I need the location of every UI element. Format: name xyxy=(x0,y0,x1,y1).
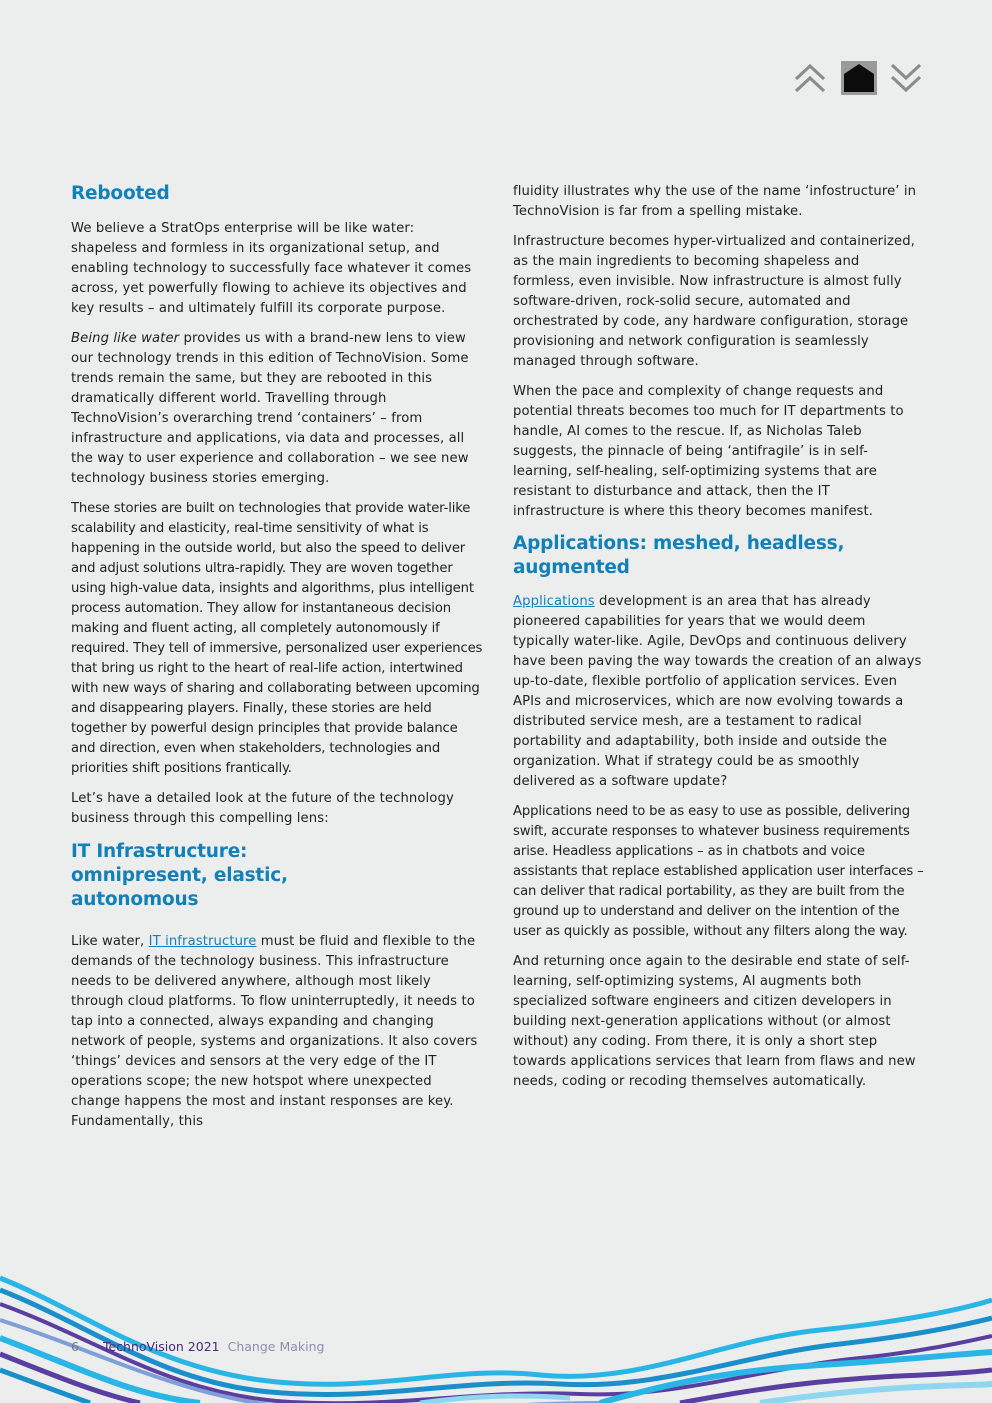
paragraph-headless: Applications need to be as easy to use as possible, delivering swift, accurate responses to whatever business requirements arise. Headless applications – as in chatbots and voice assistants that replace established application user interfaces – can deliver that radical portability, as they are built from the ground up to understand and deliver on the intention of the user as quickly as possible, without any filters along the way. xyxy=(513,804,924,939)
previous-page-button[interactable] xyxy=(792,60,828,96)
paragraph-infrastructure-text: must be fluid and flexible to the demands of the technology business. This infrastructure needs to be delivered anywhere, although most likely through cloud platforms. To flow uninterruptedly, it needs to tap into a connected, always expanding and changing network of people, systems and organizations. It also covers ‘things’ devices and sensors at the very edge of the IT operations scope; the new hotspot where unexpected change happens the most and instant responses are key. Fundamentally, this xyxy=(71,934,478,1129)
paragraph-ai-augments: And returning once again to the desirable end state of self-learning, self-optimizing systems, AI augments both specialized software engineers and citizen developers in building next-generation applications without (or almost without) any coding. From there, it is only a short step towards applications services that learn from flaws and new needs, coding or recoding themselves automatically. xyxy=(513,954,916,1089)
left-column xyxy=(71,182,483,1132)
paragraph-being-like-water-text: provides us with a brand-new lens to view our technology trends in this edition of TechnoVision. Some trends remain the same, but they are rebooted in this dramatically different world. Travelling through TechnoVision’s overarching trend ‘containers’ – from infrastructure and applications, via data and processes, all the way to user experience and collaboration – we see new technology business stories emerging. xyxy=(71,331,469,486)
home-button[interactable] xyxy=(840,60,878,96)
paragraph-stratops: We believe a StratOps enterprise will be like water: shapeless and formless in its organizational setup, and enabling technology to successfully face whatever it comes across, yet powerfully flowing to achieve its objectives and key results – and ultimately fulfill its corporate purpose. xyxy=(71,221,472,316)
paragraph-infrastructure xyxy=(71,932,483,1132)
double-chevron-down-icon xyxy=(888,60,924,96)
paragraph-hyper-virtualized: Infrastructure becomes hyper-virtualized and containerized, as the main ingredients to becoming shapeless and formless, even invisible. Now infrastructure is almost fully software-driven, rock-solid secure, automated and orchestrated by code, any hardware configuration, storage provisioning and network configuration is seamlessly managed through software. xyxy=(513,234,915,369)
paragraph-ai-rescue: When the pace and complexity of change requests and potential threats becomes too much for IT departments to handle, AI comes to the rescue. If, as Nicholas Taleb suggests, the pinnacle of being ‘antifragile’ is in self-learning, self-healing, self-optimizing systems that are resistant to disturbance and attack, then the IT infrastructure is where this theory becomes manifest. xyxy=(513,384,904,519)
right-column xyxy=(513,182,925,1092)
publication-subtitle: Change Making xyxy=(227,1339,325,1354)
it-infrastructure-link[interactable]: IT infrastructure xyxy=(148,934,257,949)
paragraph-stories: These stories are built on technologies that provide water-like scalability and elasticity, real-time sensitivity of what is happening in the outside world, but also the speed to deliver and adjust solutions ultra-rapidly. They are woven together using high-value data, insights and algorithms, plus intelligent process automation. They allow for instantaneous decision making and fluent acting, all completely autonomously if required. They tell of immersive, personalized user experiences that bring us right to the heart of real-life action, intertwined with new ways of sharing and collaborating between upcoming and disappearing players. Finally, these stories are held together by powerful design principles that provide balance and direction, even when stakeholders, technologies and priorities shift positions frantically. xyxy=(71,501,483,776)
emphasis-being-like-water: Being like water xyxy=(71,331,180,346)
applications-link[interactable]: Applications xyxy=(513,594,595,609)
page-number: 6 xyxy=(71,1339,79,1354)
heading-applications: Applications: meshed, headless, augmented xyxy=(513,533,845,578)
paragraph-being-like-water xyxy=(71,329,483,489)
page-navigation xyxy=(792,60,924,96)
next-page-button[interactable] xyxy=(888,60,924,96)
paragraph-applications xyxy=(513,592,925,792)
double-chevron-up-icon xyxy=(792,60,828,96)
paragraph-detailed-look: Let’s have a detailed look at the future of the technology business through this compelling lens: xyxy=(71,791,454,826)
home-icon xyxy=(840,60,878,96)
page-footer xyxy=(71,1339,324,1355)
paragraph-fluidity: fluidity illustrates why the use of the name ‘infostructure’ in TechnoVision is far from a spelling mistake. xyxy=(513,184,917,219)
heading-rebooted: Rebooted xyxy=(71,183,170,204)
heading-it-infrastructure: IT Infrastructure: omnipresent, elastic, autonomous xyxy=(71,841,288,910)
decorative-waves xyxy=(0,1270,992,1403)
paragraph-applications-text: development is an area that has already pioneered capabilities for years that we would deem typically water-like. Agile, DevOps and continuous delivery have been paving the way towards the creation of an always up-to-date, flexible portfolio of application services. Even APIs and microservices, which are now evolving towards a distributed service mesh, are a testament to radical portability and adaptability, both inside and outside the organization. What if strategy could be as smoothly delivered as a software update? xyxy=(513,594,922,789)
paragraph-infrastructure-lead: Like water, xyxy=(71,934,149,949)
publication-title: TechnoVision 2021 xyxy=(102,1339,220,1354)
